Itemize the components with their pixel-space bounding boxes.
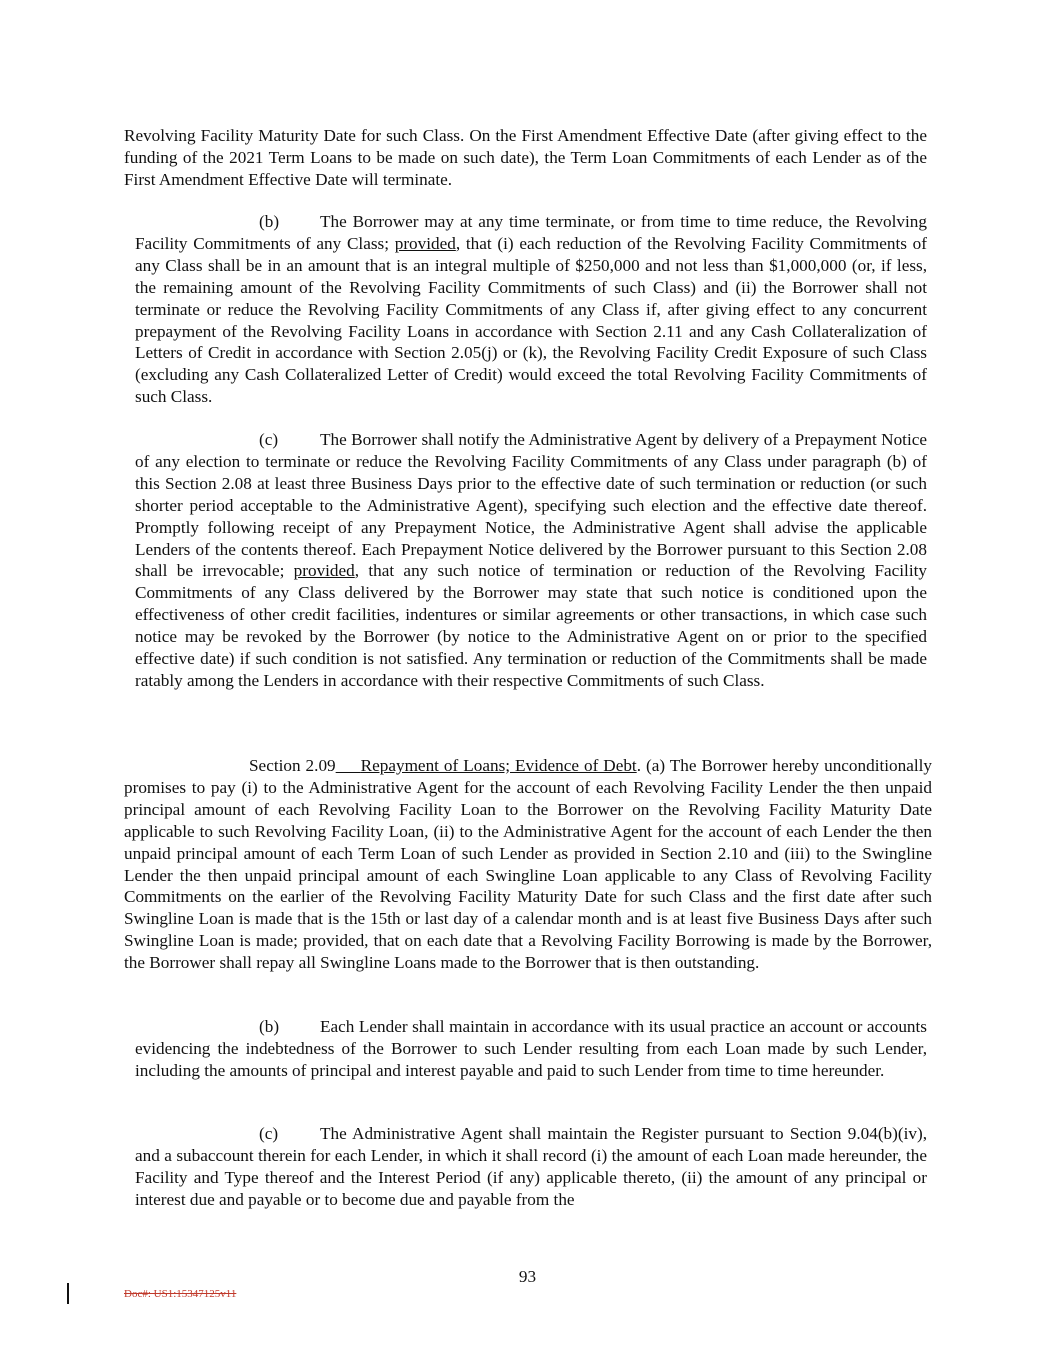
paragraph-text: , that (i) each reduction of the Revolving Facility Commitments of any Class shall be in an amount that is an integral multiple of $250,000 and not less than $1,000,000 (or, if less, the remaining amount of the Revolving Facility Commitments of such Class) and (ii) the Borrower shall not terminate or reduce the Revolving Facility Commitments of any Class if, after giving effect to any concurrent prepayment of the Revolving Facility Loans in accordance with Section 2.11 and any Cash Collateralization of Letters of Credit in accordance with Section 2.05(j) or (k), the Revolving Facility Credit Exposure of such Class (excluding any Cash Collateralized Letter of Credit) would exceed the total Revolving Facility Commitments of such Class. <box>135 233 927 407</box>
paragraph-c-register <box>135 1123 927 1211</box>
change-bar <box>67 1283 69 1304</box>
paragraph-text: The Borrower may at any time terminate, or from time to time reduce, the Revolving Facility Commitments of any Class; <box>135 212 927 253</box>
paragraph-text: Revolving Facility Maturity Date for such Class. On the First Amendment Effective Date (after giving effect to the funding of the 2021 Term Loans to be made on such date), the Term Loan Commitments of each Lender as of the First Amendment Effective Date will terminate. <box>124 126 927 189</box>
paragraph-b-lender-accounts <box>135 1016 927 1082</box>
section-2-09-paragraph <box>124 755 932 974</box>
section-title: Repayment of Loans; Evidence of Debt <box>360 756 637 775</box>
clause-label: (b) <box>259 1017 280 1036</box>
page-number: 93 <box>518 1267 537 1286</box>
clause-label: (c) <box>259 1124 279 1143</box>
paragraph-text: The Borrower shall notify the Administrative Agent by delivery of a Prepayment Notice of any election to terminate or reduce the Revolving Facility Commitments of any Class under paragraph (b) of this Section 2.08 at least three Business Days prior to the effective date of such termination or reduction (or such shorter period acceptable to the Administrative Agent), specifying such election and the effective date thereof. Promptly following receipt of any Prepayment Notice, the Administrative Agent shall advise the applicable Lenders of the contents thereof. Each Prepayment Notice delivered by the Borrower pursuant to this Section 2.08 shall be irrevocable; <box>135 430 927 581</box>
paragraph-text: Each Lender shall maintain in accordance with its usual practice an account or accounts evidencing the indebtedness of the Borrower to such Lender resulting from each Loan made by such Lender, including the amounts of principal and interest payable and paid to such Lender from time to time hereunder. <box>135 1017 927 1080</box>
clause-label: (b) <box>259 212 280 231</box>
clause-label: (c) <box>259 430 279 449</box>
paragraph-b-commitment-reduction <box>135 211 927 408</box>
paragraph-text: The Administrative Agent shall maintain the Register pursuant to Section 9.04(b)(iv), and a subaccount therein for each Lender, in which it shall record (i) the amount of each Loan made hereunder, the Facility and Type thereof and the Interest Period (if any) applicable thereto, (ii) the amount of any principal or interest due and payable or to become due and payable from the <box>135 1124 927 1209</box>
provided-term: provided <box>293 561 355 581</box>
paragraph-text: , that any such notice of termination or reduction of the Revolving Facility Commitments of any Class delivered by the Borrower may state that such notice is conditioned upon the effectiveness of other credit facilities, indentures or similar agreements or other transactions, in which case such notice may be revoked by the Borrower (by notice to the Administrative Agent on or prior to the specified effective date) if such condition is not satisfied. Any termination or reduction of the Commitments shall be made ratably among the Lenders in accordance with their respective Commitments of such Class. <box>135 561 927 690</box>
paragraph-continuation <box>124 125 927 191</box>
paragraph-text: . (a) The Borrower hereby unconditionally promises to pay (i) to the Administrative Agent for the account of each Revolving Facility Lender the then unpaid principal amount of each Revolving Facility Loan to the Borrower on the Revolving Facility Maturity Date applicable to such Revolving Facility Loan, (ii) to the Administrative Agent for the account of each Lender the then unpaid principal amount of each Term Loan of such Lender as provided in Section 2.10 and (iii) to the Swingline Lender the then unpaid principal amount of each Swingline Loan applicable to any Class of Revolving Facility Commitments on the earlier of the Revolving Facility Maturity Date for such Class and the first date after such Swingline Loan is made that is the 15th or last day of a calendar month and is at least five Business Days after such Swingline Loan is made; provided, that on each date that a Revolving Facility Borrowing is made by the Borrower, the Borrower shall repay all Swingline Loans made to the Borrower that is then outstanding. <box>124 756 932 973</box>
paragraph-c-prepayment-notice <box>135 429 927 692</box>
document-id: Doc#: US1:15347125v11 <box>124 1288 237 1300</box>
section-number: Section 2.09 <box>249 756 336 775</box>
provided-term: provided <box>394 233 456 253</box>
